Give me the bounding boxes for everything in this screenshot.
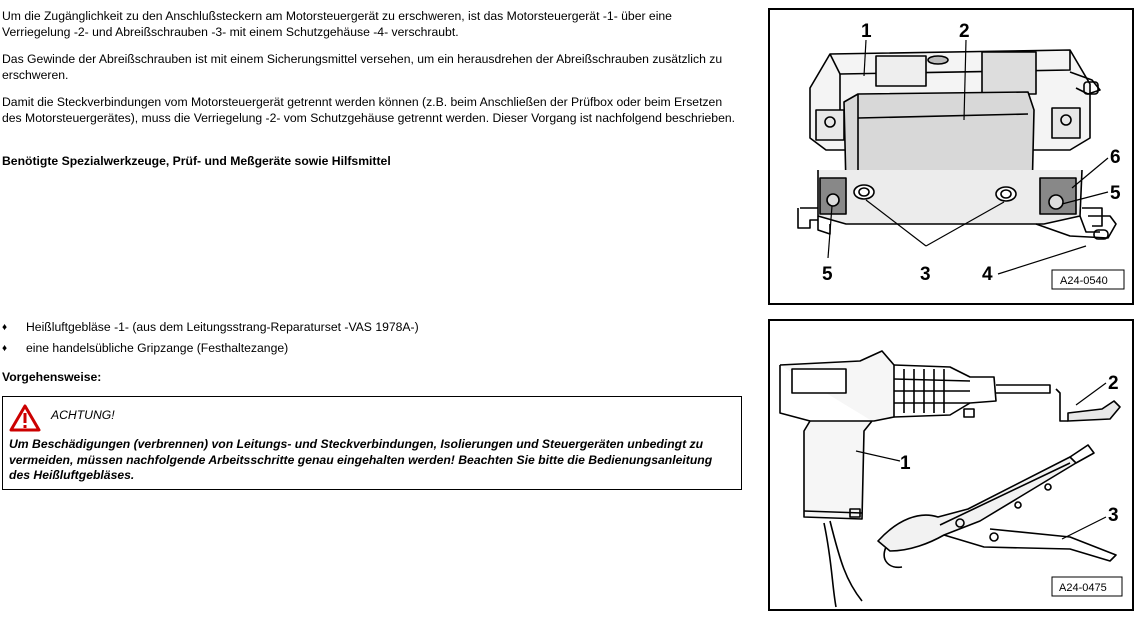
- figure-1-ref: A24-0540: [1060, 275, 1108, 287]
- callout-1-tool: 1: [900, 453, 911, 474]
- intro-paragraph-3: Damit die Steckverbindungen vom Motorsteuergerät getrennt werden können (z.B. beim Anschließen der Prüfbox oder beim Ersetzen des Motorsteuergerätes), muss die Verriegelung -2- vom Schutzgehäuse getrennt werden. Dieser Vorgang ist nachfolgend beschrieben.: [2, 95, 736, 125]
- procedure-heading: Vorgehensweise:: [2, 370, 102, 384]
- callout-6: 6: [1110, 147, 1121, 168]
- callout-5-right: 5: [1110, 183, 1121, 204]
- intro-paragraph-1: Um die Zugänglichkeit zu den Anschlußsteckern am Motorsteuergerät zu erschweren, ist das Motorsteuergerät -1- über eine Verriegelung -2- und Abreißschrauben -3- mit einem Schutzgehäuse -4- verschraubt.: [2, 9, 672, 39]
- figure-2-ref: A24-0475: [1059, 582, 1107, 594]
- figure-tools: [768, 319, 1134, 611]
- tool-1: Heißluftgebläse -1- (aus dem Leitungsstrang-Reparaturset -VAS 1978A-): [26, 320, 419, 334]
- ecu-housing-drawing: [770, 10, 1132, 303]
- list-item: [2, 340, 419, 361]
- callout-2-tool: 2: [1108, 373, 1119, 394]
- tool-2: eine handelsübliche Gripzange (Festhaltezange): [26, 341, 289, 355]
- tools-list: [2, 319, 419, 361]
- callout-3: 3: [920, 264, 931, 285]
- warning-box: [2, 396, 742, 490]
- tools-drawing: [770, 321, 1132, 609]
- callout-5-left: 5: [822, 264, 833, 285]
- callout-4: 4: [982, 264, 993, 285]
- callout-3-tool: 3: [1108, 505, 1119, 526]
- bullet-icon: ♦: [2, 322, 8, 333]
- bullet-icon: ♦: [2, 343, 8, 354]
- warning-title: ACHTUNG!: [51, 408, 115, 422]
- figure-ecu-housing: [768, 8, 1134, 305]
- warning-text: Um Beschädigungen (verbrennen) von Leitungs- und Steckverbindungen, Isolierungen und Steuergeräten unbedingt zu vermeiden, müssen nachfolgende Arbeitsschritte genau eingehalten werden! Beachten Sie bitte die Bedienungsanleitung des Heißluftgebläses.: [9, 437, 713, 482]
- intro-paragraph-2: Das Gewinde der Abreißschrauben ist mit einem Sicherungsmittel versehen, um ein herausdrehen der Abreißschrauben zusätzlich zu erschweren.: [2, 52, 723, 82]
- tools-heading: Benötigte Spezialwerkzeuge, Prüf- und Meßgeräte sowie Hilfsmittel: [2, 154, 391, 168]
- callout-2: 2: [959, 21, 970, 42]
- warning-triangle-icon: [9, 404, 41, 437]
- callout-1: 1: [861, 21, 872, 42]
- list-item: [2, 319, 419, 340]
